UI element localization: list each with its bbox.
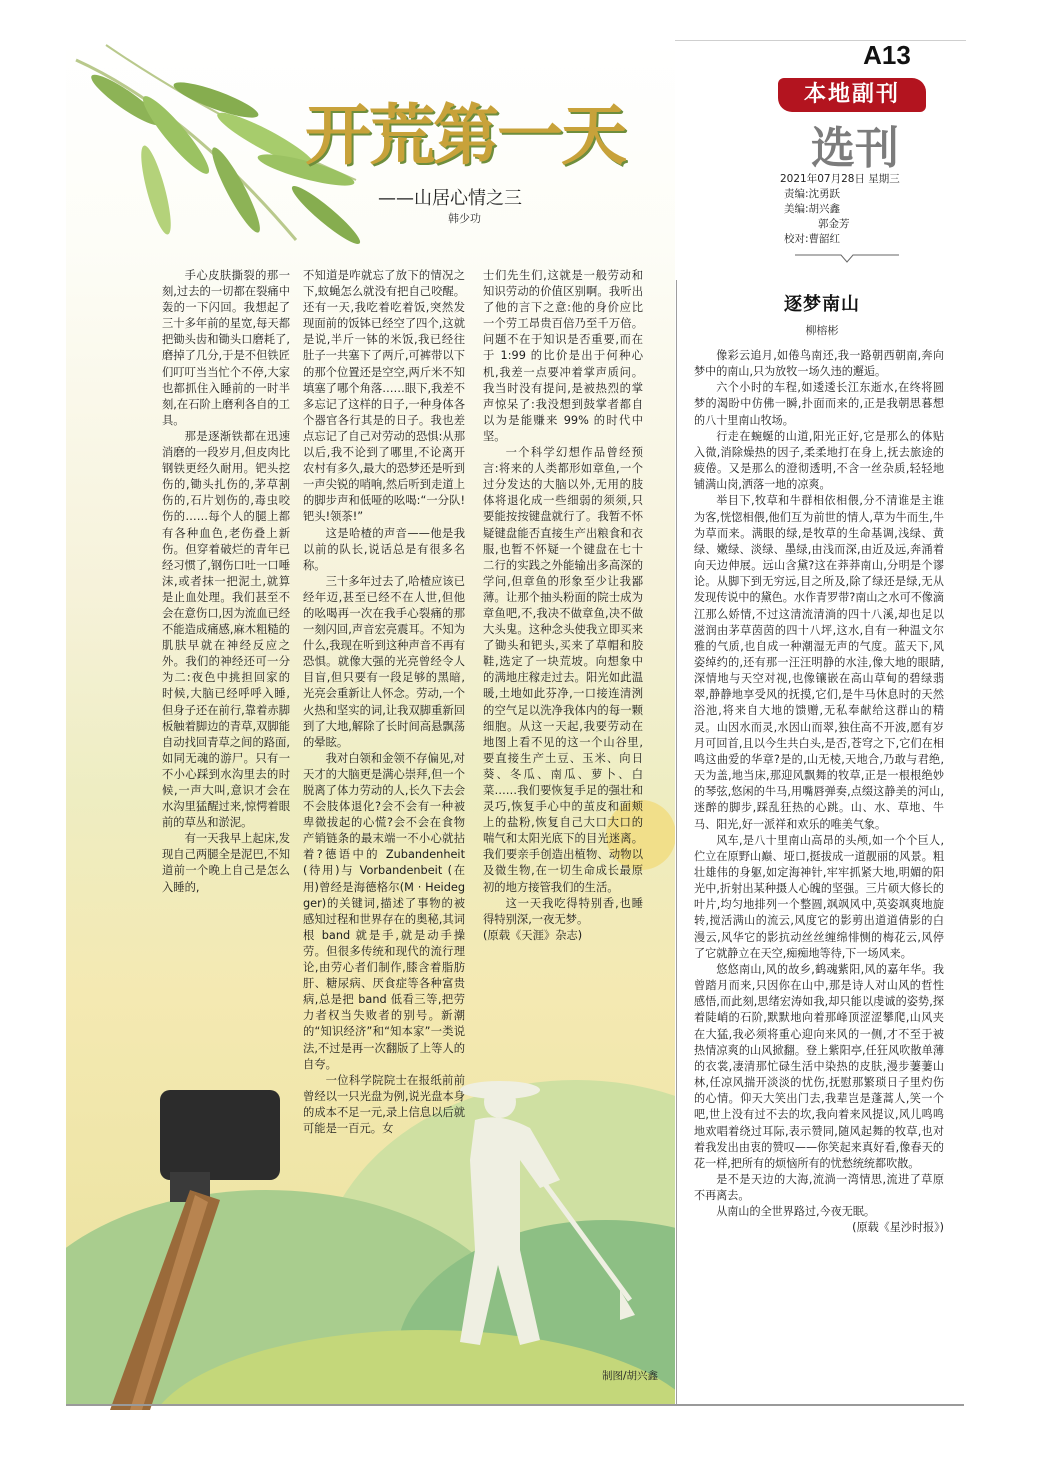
paragraph: 行走在蜿蜒的山道,阳光正好,它是那么的体贴入微,消除燥热的因子,柔柔地打在身上,抚去旅途的疲倦。又是那么的澄彻透明,不含一丝杂质,轻轻地铺满山岗,洒落一地的凉爽。 <box>694 429 944 492</box>
paragraph: 这一天我吃得特别香,也睡得特别深,一夜无梦。 <box>483 896 643 926</box>
paragraph: 三十多年过去了,哈楂应该已经年迈,甚至已经不在人世,但他的吆喝再一次在我手心裂痛的那一刻闪回,声音宏亮震耳。不知为什么,我现在听到这种声音不再有恐惧。就像大强的光亮曾经令人目盲,但只要有一段足够的黑暗,光亮会重新让人怀念。劳动,一个火热和坚实的词,让我双脚重新回到了大地,解除了长时间高悬飘荡的晕眩。 <box>303 574 465 749</box>
feature-author: 韩少功 <box>448 212 481 225</box>
feature-column-2 <box>303 268 465 1137</box>
source-note: (原载《星沙时报》) <box>852 1221 944 1235</box>
paragraph: 像彩云追月,如倦鸟南还,我一路朝西朝南,奔向梦中的南山,只为放牧一场久违的邂逅。 <box>694 349 944 379</box>
paragraph: 这是哈楂的声音——他是我以前的队长,说话总是有很多名称。 <box>303 526 465 572</box>
credit-proofreader: 校对:曹韶红 <box>784 233 841 245</box>
credit-art-editor-2: 郭金芳 <box>818 218 850 230</box>
paragraph: 是不是天边的大海,流淌一湾情思,流进了草原不再离去。 <box>694 1172 944 1203</box>
paragraph: 悠悠南山,风的故乡,鹤魂紫阳,风的嘉年华。我曾踏月而来,只因你在山中,那是诗人对山风的哲性感悟,而此刻,思绪宏涛如我,却只能以虔诚的姿势,探着陡峭的石阶,默默地向着那峰顶涩涩攀爬,山风夹在大猛,我必须将重心迎向来风的一侧,才不至于被热情凉爽的山风掀翻。登上紫阳亭,任狂风吹散单薄的衣裳,凄清那忙碌生活中染热的皮肤,漫步萋萋山林,任凉风揣开淡淡的忧伤,抚慰那繁琐日子里灼伤的心情。仰天大笑出门去,我辈岂是蓬蒿人,笑一个吧,世上没有过不去的坎,我向着来风提议,风儿鸣鸣地欢唱着绕过耳际,表示赞同,随风起舞的牧草,也对着我发出由衷的赞叹——你笑起来真好看,像春天的花一样,把所有的烦恼所有的忧愁统统都吹散。 <box>694 962 944 1170</box>
credit-art-editor: 美编:胡兴鑫 <box>784 203 841 215</box>
paragraph: 风车,是八十里南山高昂的头颅,如一个个巨人,伫立在原野山巅、垭口,挺拔成一道靓丽的风景。粗壮雄伟的身躯,如定海神针,牢牢抓紧大地,明媚的阳光中,折射出某种摄人心魄的坚强。三片硕大修长的叶片,均匀地排列一个整圆,飒飒风中,英姿飒爽地旋转,搅活满山的流云,风度它的影剪出道道倩影的白漫云,风华它的影抗动丝丝缠绵悱恻的梅花云,风停了它就静立在天空,痴痴地等待,下一场风来。 <box>694 833 944 960</box>
side-article-body <box>694 348 944 1237</box>
section-title: 选刊 <box>811 123 899 174</box>
feature-subtitle: ——山居心情之三 <box>378 188 522 209</box>
credit-editor: 责编:沈勇跃 <box>784 188 841 200</box>
paragraph: 有一天我早上起床,发现自己两腿全是泥巴,不知道前一个晚上自己是怎么入睡的, <box>162 832 290 894</box>
paragraph: 一个科学幻想作品曾经预言:将来的人类都形如章鱼,一个过分发达的大脑以外,无用的肢体将退化成一些细弱的须须,只要能按按键盘就行了。我暂不怀疑键盘能否直接生产出粮食和衣服,也暂不怀疑一个键盘在七十二行的实践之外能输出多高深的学问,但章鱼的形象至少让我鄙薄。让那个抽头粉面的院士成为章鱼吧,不,我决不做章鱼,决不做大头鬼。这种念头使我立即买来了锄头和钯头,买来了草帽和胶鞋,选定了一块荒坡。向想象中的满地庄稼走过去。阳光如此温暖,土地如此芬净,一口接连清洌的空气足以洗净我体内的每一颗细胞。从这一天起,我要劳动在地图上看不见的这一个山谷里,要直接生产土豆、玉米、向日葵、冬瓜、南瓜、萝卜、白菜……我们要恢复手足的强壮和灵巧,恢复手心中的茧皮和面颊上的盐粉,恢复自己大口大口的喘气和太阳光底下的目光迷离。我们要亲手创造出植物、动物以及微生物,在一切生命成长最原初的地方接管我们的生活。 <box>483 446 643 894</box>
issue-date: 2021年07月28日 星期三 <box>780 173 900 185</box>
paragraph: 从南山的全世界路过,今夜无眠。 <box>716 1205 876 1219</box>
feature-column-1 <box>162 268 290 896</box>
hoe-icon <box>90 1090 310 1410</box>
picture-credit: 制图/胡兴鑫 <box>602 1370 659 1382</box>
paragraph: 举目下,牧草和牛群相依相偎,分不清谁是主谁为客,恍惚相偎,他们互为前世的情人,草为牛而生,牛为草而来。满眼的绿,是牧草的生命基调,浅绿、黄绿、嫩绿、淡绿、墨绿,由浅而深,由近及远,奔涌着向天边伸展。远山含黛?这在莽莽南山,分明是个谬论。从脚下到无穷远,目之所及,除了绿还是绿,无从发现传说中的黛色。水作青罗带?南山之水可不像滴江那么娇情,不过这清流清淌的四十八溪,却也足以滋润由茅草茵茵的四十八坪,这水,自有一种温文尔雅的气质,也自成一种潮湿无声的气度。蓝天下,风姿绰约的,还有那一汪汪明静的水洼,像大地的眼睛,深情地与天空对视,也像镶嵌在高山草甸的碧绿翡翠,静静地享受风的抚摸,它们,是牛马休息时的天然浴池,将来自大地的馈赠,无私奉献给这群山的精灵。山因水而灵,水因山而翠,独住高不开波,愿有岁月可回首,且以今生共白头,是否,苍穹之下,它们在相鸣这曲爱的华章?是的,山无棱,天地合,乃敢与君绝,天为盖,地当床,那迎风飘舞的牧草,正是一根根绝妙的琴弦,悠闲的牛马,用嘴唇弹奏,点缀这静美的河山,迷醉的脚步,踩乱狂热的心跳。山、水、草地、牛马、阳光,好一派祥和欢乐的唯美气象。 <box>694 494 944 831</box>
column-divider <box>676 280 677 1405</box>
feature-column-3 <box>483 268 643 944</box>
source-note: (原载《天涯》杂志) <box>483 928 583 942</box>
feature-title: 开荒第一天 <box>305 96 625 174</box>
paragraph: 六个小时的车程,如逶逶长江东逝水,在终将圆梦的渴盼中仿佛一瞬,扑面而来的,正是我朝思暮想的八十里南山牧场。 <box>694 381 944 427</box>
paragraph: 手心皮肤撕裂的那一刻,过去的一切都在裂痛中轰的一下闪回。我想起了三十多年前的星宽,每天都把锄头齿和锄头口磨耗了,磨掉了几分,于是不但铁匠们叮叮当当忙个不停,大家也都抓住入睡前的一时半刻,在石阶上磨利各自的工具。 <box>162 269 290 427</box>
paragraph: 不知道是咋就忘了放下的情况之下,蚊蝇怎么就没有把自己咬醒。还有一天,我吃着吃着饭,突然发现面前的饭钵已经空了四个,这就是说,半斤一钵的米饭,我已经往肚子一共塞下了两斤,可裤带以下的那个位置还是空空,两斤米不知填塞了哪个角落……眼下,我差不多忘记了这样的日子,一种身体各个器官各行其是的日子。我也差点忘记了自己对劳动的恐惧:从那以后,我不论到了哪里,不论离开农村有多久,最大的恐梦还是听到一声尖锐的哨响,然后听到走道上的脚步声和低哑的吆喝:“一分队!钯头!领茶!” <box>303 269 465 524</box>
editorial-credits <box>780 172 940 247</box>
paragraph: 士们先生们,这就是一般劳动和知识劳动的价值区别啊。我听出了他的言下之意:他的身价应比一个劳工昂贵百倍乃至千万倍。问题不在于知识是否重要,而在于 1:99 的比价是出于何种心机,我差一点要冲着掌声质问。我当时没有提问,是被热烈的掌声惊呆了:我没想到鼓掌者都自以为是能赚来 99% 的时代中坚。 <box>483 269 643 443</box>
paragraph: 那是逐渐铁都在迅速消磨的一段岁月,但皮肉比钢铁更经久耐用。钯头挖伤的,锄头扎伤的,茅草割伤的,石片划伤的,毒虫咬伤的……每个人的腿上都有各种血色,老伤叠上新伤。但穿着破烂的青年已经习惯了,钢伤口吐一口唾沫,或者抹一把泥土,就算是止血处理。我们甚至不会在意伤口,因为流血已经不能造成痛感,麻木粗糙的肌肤早就在神经反应之外。我们的神经还可一分为二:夜色中挑担回家的时候,大脑已经呼呼入睡,但身子还在前行,靠着赤脚板触着脚边的青草,双脚能自动找回青草之间的路面,如同无魂的游尸。只有一不小心踩到水沟里去的时候,一声大叫,意识才会在水沟里猛醒过来,惊愕着眼前的草丛和淤泥。 <box>162 429 290 830</box>
paragraph: 一位科学院院士在报纸前前曾经以一只光盘为例,说光盘本身的成本不足一元,录上信息以后就可能是一百元。女 <box>303 1073 465 1135</box>
header-divider <box>795 253 899 263</box>
side-article-author: 柳榕彬 <box>805 324 839 337</box>
page-number: A13 <box>863 40 911 70</box>
paragraph: 我对白领和金领不存偏见,对天才的大脑更是满心崇拜,但一个脱离了体力劳动的人,长久下去会不会肢体退化?会不会有一种被卑微拔起的心慌?会不会在食物产销链条的最末端一不小心就拈着?德语中的 Zubandenheit (待用)与 Vorbandenbeit (在用)曾经是海德格尔(M · Heidegger)的关键词,描述了事物的被感知过程和世界存在的奥秘,其词根 band 就是手,就是动手操劳。但很多传统和现代的流行理论,由劳心者们制作,膝含着脂肪肝、糖尿病、厌食症等各种富贵病,总是把 band 低看三等,把劳力者权当失败者的别号。新潮的“知识经济”和“知本家”一类说法,不过是再一次翻版了上等人的自夸。 <box>303 751 465 1071</box>
brand-badge: 本地副刊 <box>778 78 926 112</box>
side-article-title: 逐梦南山 <box>784 294 860 315</box>
bottom-rule <box>66 1404 964 1406</box>
